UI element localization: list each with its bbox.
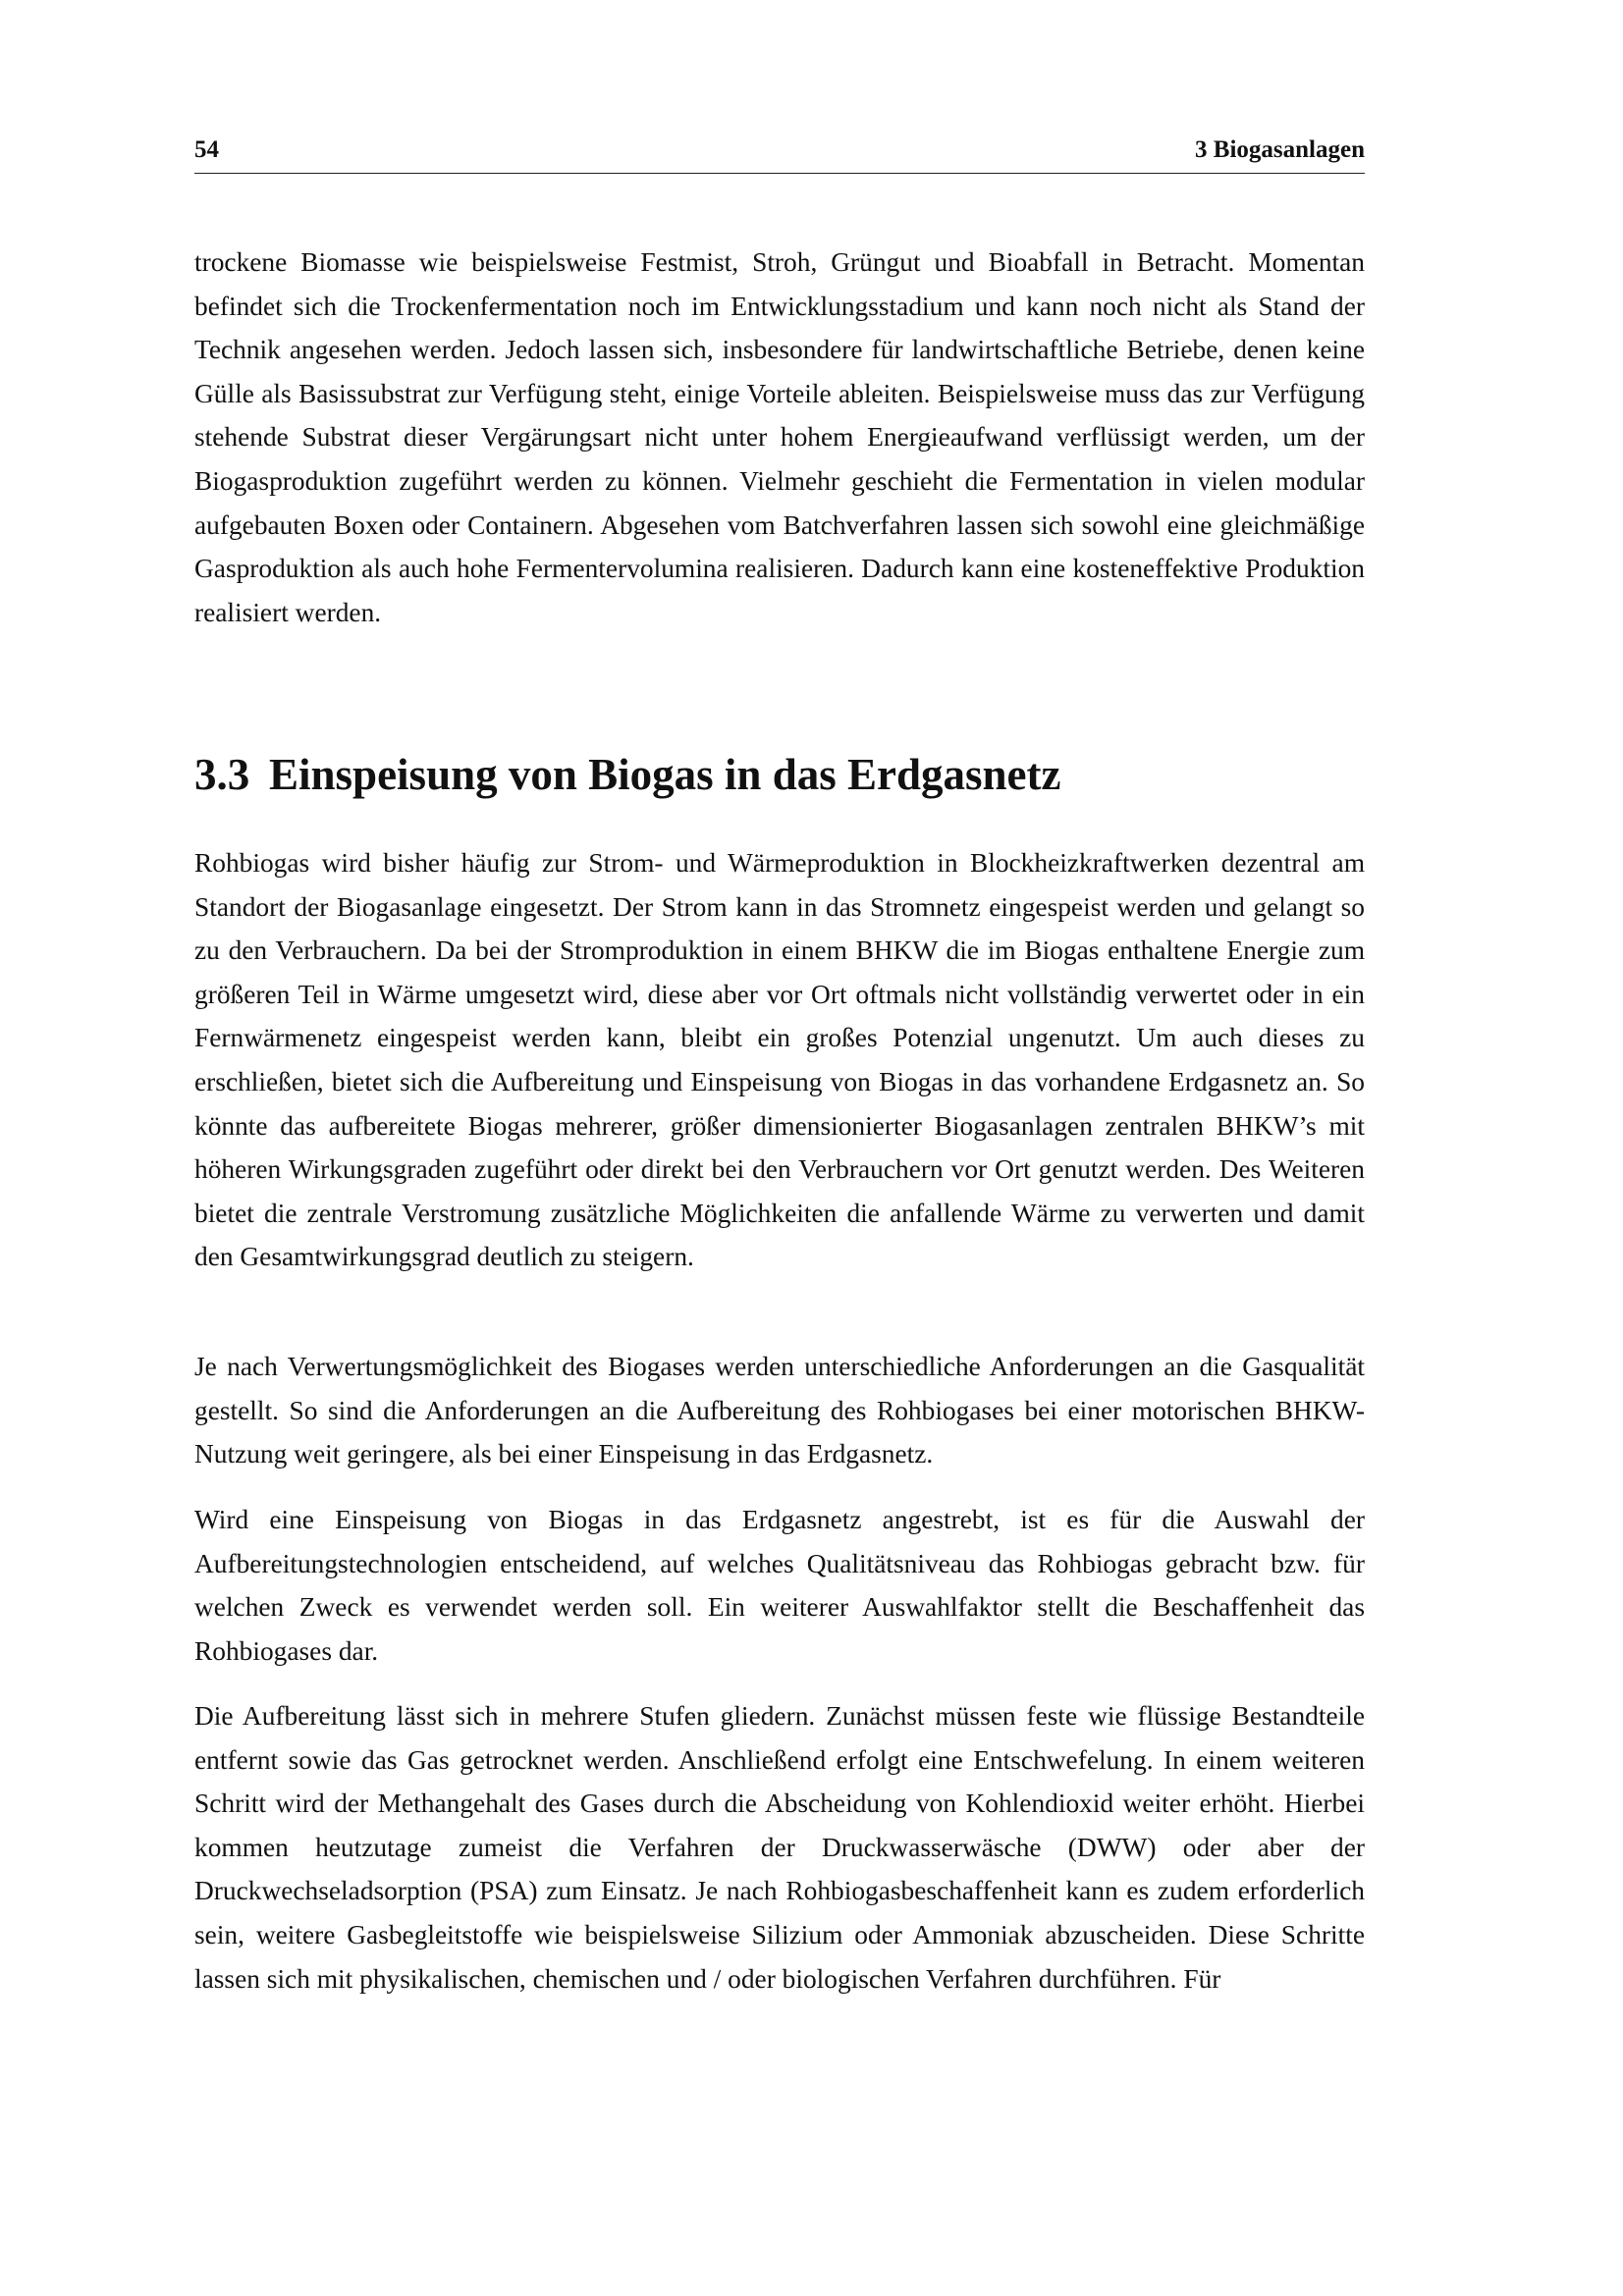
chapter-title: 3 Biogasanlagen <box>1195 136 1365 163</box>
page-number: 54 <box>194 136 219 163</box>
paragraph: Wird eine Einspeisung von Biogas in das Erdgasnetz angestrebt, ist es für die Auswahl der Aufbereitungstechnologien entscheidend, auf welches Qualitätsniveau das Rohbiogas gebracht bzw. für welchen Zweck es verwendet werden soll. Ein weiterer Auswahlfaktor stellt die Beschaffenheit das Rohbiogases dar. <box>194 1505 1365 1666</box>
paragraph-continued: trockene Biomasse wie beispielsweise Festmist, Stroh, Grüngut und Bioabfall in Betracht. Momentan befindet sich die Trockenfermentation noch im Entwicklungsstadium und kann noch nicht als Stand der Technik angesehen werden. Jedoch lassen sich, insbesondere für landwirtschaftliche Betriebe, denen keine Gülle als Basissubstrat zur Verfügung steht, einige Vorteile ableiten. Beispielsweise muss das zur Verfügung stehende Substrat dieser Vergärungsart nicht unter hohem Energieaufwand verflüssigt werden, um der Biogasproduktion zugeführt werden zu können. Vielmehr geschieht die Fermentation in vielen modular aufgebauten Boxen oder Containern. Abgesehen vom Batchverfahren lassen sich sowohl eine gleichmäßige Gasproduktion als auch hohe Fermentervolumina realisieren. Dadurch kann eine kosteneffektive Produktion realisiert werden. <box>194 247 1365 627</box>
section-heading <box>194 748 1365 801</box>
running-header <box>194 133 1365 174</box>
paragraph: Rohbiogas wird bisher häufig zur Strom- und Wärmeproduktion in Blockheizkraftwerken dezentral am Standort der Biogasanlage eingesetzt. Der Strom kann in das Stromnetz eingespeist werden und gelangt so zu den Verbrauchern. Da bei der Stromproduktion in einem BHKW die im Biogas enthaltene Energie zum größeren Teil in Wärme umgesetzt wird, diese aber vor Ort oftmals nicht vollständig verwertet oder in ein Fernwärmenetz eingespeist werden kann, bleibt ein großes Potenzial ungenutzt. Um auch dieses zu erschließen, bietet sich die Aufbereitung und Einspeisung von Biogas in das vorhandene Erdgasnetz an. So könnte das aufbereitete Biogas mehrerer, größer dimensionierter Biogasanlagen zentralen BHKW’s mit höheren Wirkungsgraden zugeführt oder direkt bei den Verbrauchern vor Ort genutzt werden. Des Weiteren bietet die zentrale Verstromung zusätzliche Möglichkeiten die anfallende Wärme zu verwerten und damit den Gesamtwirkungsgrad deutlich zu steigern. <box>194 848 1365 1272</box>
paragraph: Je nach Verwertungsmöglichkeit des Biogases werden unterschiedliche Anforderungen an die Gasqualität gestellt. So sind die Anforderungen an die Aufbereitung des Rohbiogases bei einer motorischen BHKW-Nutzung weit geringere, als bei einer Einspeisung in das Erdgasnetz. <box>194 1352 1365 1469</box>
section-number: 3.3 <box>194 750 250 799</box>
section-title: Einspeisung von Biogas in das Erdgasnetz <box>269 750 1061 799</box>
paragraph: Die Aufbereitung lässt sich in mehrere Stufen gliedern. Zunächst müssen feste wie flüssige Bestandteile entfernt sowie das Gas getrocknet werden. Anschließend erfolgt eine Entschwefelung. In einem weiteren Schritt wird der Methangehalt des Gases durch die Abscheidung von Kohlendioxid weiter erhöht. Hierbei kommen heutzutage zumeist die Verfahren der Druckwasserwäsche (DWW) oder aber der Druckwechseladsorption (PSA) zum Einsatz. Je nach Rohbiogasbeschaffenheit kann es zudem erforderlich sein, weitere Gasbegleitstoffe wie beispielsweise Silizium oder Ammoniak abzuscheiden. Diese Schritte lassen sich mit physikalischen, chemischen und / oder biologischen Verfahren durchführen. Für <box>194 1701 1365 1994</box>
